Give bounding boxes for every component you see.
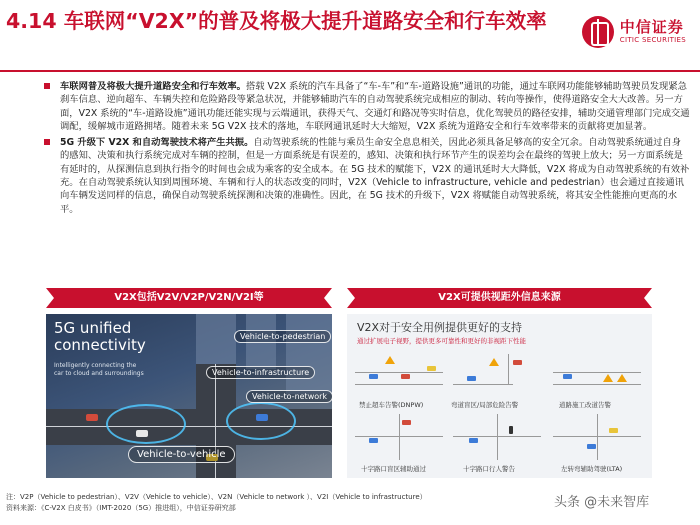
bullet-text: 搭载 V2X 系统的汽车具备了“车-车”和“车-道路设施”通讯的功能，通过车联网功能能够辅助驾驶员发现紧急刹车信息、逆向超车、车辆失控和危险路段等紧急状况，并能够辅助汽车的自动驾驶系统完成相应的制动、转向等操作，使得道路安全大大改善。另一方面，V2X 系统的“车-道路设施”通讯功能还能实现与云端通讯，获得天气、交通灯和路况等实时信息，优化驾驶员的路径安排，辅助交通管理部门完成交通调配，缓解城市道路拥堵。随着未来 5G V2X 技术的落地，车联网通讯延时大大缩短，V2X 系统为道路安全和行车效率带来的贡献将更加显著。	[60, 81, 690, 132]
scenario-dnpw	[355, 354, 445, 400]
tag-v2p: Vehicle-to-pedestrian	[234, 330, 331, 343]
car-icon	[513, 360, 522, 365]
citic-logo-icon	[582, 16, 614, 48]
title-divider	[0, 70, 700, 72]
car-icon	[467, 376, 476, 381]
headline-line1: 5G unified	[54, 319, 132, 337]
bullet-square-icon	[44, 83, 50, 89]
car-icon	[86, 414, 98, 421]
car-icon	[609, 428, 618, 433]
v2x-city-image	[46, 314, 332, 478]
scenario-label: 左转弯辅助驾驶(LTA)	[561, 465, 623, 473]
diagram-title: V2X对于安全用例提供更好的支持	[357, 321, 523, 334]
footnotes	[6, 492, 606, 514]
bullet-square-icon	[44, 139, 50, 145]
car-icon	[427, 366, 436, 371]
source-line: 资料来源：《C-V2X 白皮书》（IMT-2020（5G）推进组），中信证券研究部	[6, 504, 236, 512]
scenario-label: 十字路口盲区辅助通过	[361, 465, 426, 473]
car-icon	[587, 444, 596, 449]
tag-v2n: Vehicle-to-network	[246, 390, 332, 403]
scenario-label: 禁止超车告警(DNPW)	[359, 401, 424, 409]
car-icon	[402, 420, 411, 425]
headline-subtext: Intelligently connecting the car to cloud and surroundings	[54, 362, 144, 377]
car-icon	[369, 374, 378, 379]
title-bar	[0, 0, 700, 68]
scenario-roadwork	[553, 354, 643, 400]
diagram-subtitle: 通过扩展电子视野，提供更多可靠性和更好的非视距下性能	[357, 337, 526, 345]
bullet-lead: 车联网普及将极大提升道路安全和行车效率。	[60, 81, 246, 92]
bullet-text: 自动驾驶系统的性能与乘员生命安全息息相关，因此必须具备足够高的安全冗余。自动驾驶系统通过自身的感知、决策和执行系统完成对车辆的控制，但是一方面系统是有误差的，感知、决策和执行环节产生的误差均会在最终的驾驶上放大；另一方面系统是有延时的，从探测信息到执行指令的时间也会成为乘客的安全成本。在 5G 技术的赋能下，V2X 的通讯延时大大降低，V2X 将成为自动驾驶系统的有效补充。在自动驾驶系统认知到周围环境、车辆和行人的状态改变的同时，V2X（Vehicle to infrastructure, vehicle and pedestrian）也会通过直接通讯向车辆发送同样的信息，确保自动驾驶系统探测和决策的准确性。因此，在 5G 技术的升级下，V2X 将赋能自动驾驶系统，将其安全性能推向更高的水平。	[60, 137, 690, 215]
v2x-nlos-panel	[347, 288, 652, 478]
scenario-label: 弯道盲区/局部危险告警	[451, 401, 519, 409]
scenario-pedestrian	[453, 414, 543, 460]
scenario-label: 道路施工改道告警	[559, 401, 611, 409]
body-text	[32, 80, 690, 219]
v2x-use-case-diagram	[347, 314, 652, 478]
warning-icon	[489, 358, 499, 366]
warning-icon	[385, 356, 395, 364]
car-icon	[469, 438, 478, 443]
car-icon	[401, 374, 410, 379]
panel-header: V2X包括V2V/V2P/V2N/V2I等	[46, 288, 332, 308]
car-icon	[563, 374, 572, 379]
v2x-types-panel	[46, 288, 332, 478]
bullet-lead: 5G 升级下 V2X 和自动驾驶技术将产生共振。	[60, 137, 254, 149]
tag-v2i: Vehicle-to-infrastructure	[206, 366, 315, 379]
page-title: 4.14 车联网“V2X”的普及将极大提升道路安全和行车效率	[6, 9, 547, 33]
scenario-left-turn	[553, 414, 643, 460]
logo-en-text: CITIC SECURITIES	[619, 36, 686, 44]
tag-v2v: Vehicle-to-vehicle	[128, 446, 235, 463]
scenario-intersection	[355, 414, 445, 460]
roadwork-icon	[603, 374, 613, 382]
scenario-curve-blind	[453, 354, 543, 400]
scenario-label: 十字路口行人警告	[463, 465, 515, 473]
panel-header: V2X可提供视距外信息来源	[347, 288, 652, 308]
company-logo	[582, 16, 686, 48]
headline-line2: connectivity	[54, 336, 146, 354]
roadwork-icon	[617, 374, 627, 382]
watermark: 头条 @未来智库	[554, 495, 650, 510]
bullet-paragraph	[32, 136, 690, 216]
note-line: 注：V2P（Vehicle to pedestrian）、V2V（Vehicle to vehicle）、V2N（Vehicle to network ）、V2I（Vehicle to infrastructure）	[6, 493, 427, 501]
logo-cn-text: 中信证券	[619, 18, 684, 36]
car-icon	[369, 438, 378, 443]
pedestrian-icon	[509, 426, 513, 434]
bullet-paragraph	[32, 80, 690, 133]
